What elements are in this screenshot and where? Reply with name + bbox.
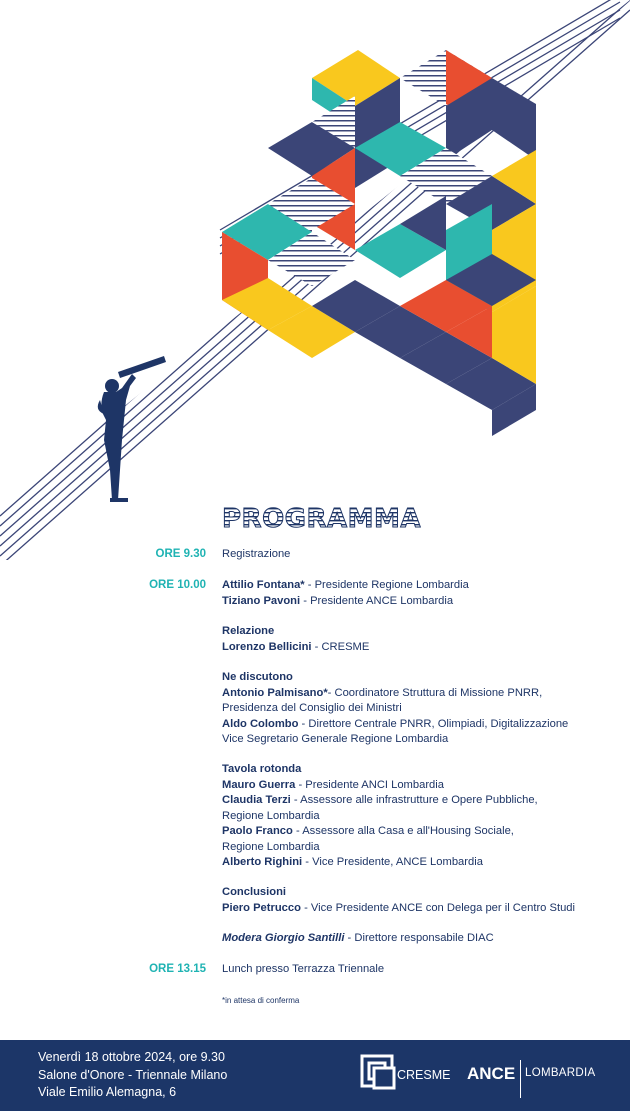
- program-text: Regione Lombardia: [222, 840, 320, 853]
- program-content: [222, 885, 622, 916]
- program-time: ORE 9.30: [155, 548, 206, 560]
- program-line: [222, 701, 622, 717]
- program-content: [222, 670, 622, 748]
- program-text: - Assessore alla Casa e all'Housing Sociale,: [292, 825, 514, 837]
- program-line: [222, 717, 622, 733]
- program-name: Relazione: [222, 625, 275, 637]
- program-line: [222, 624, 622, 640]
- program-text: Presidenza del Consiglio dei Ministri: [222, 702, 402, 714]
- program-name: Antonio Palmisano*: [222, 686, 328, 699]
- program-text: - Coordinatore Struttura di Missione PNRR,: [327, 686, 543, 699]
- event-date: Venerdì 18 ottobre 2024, ore 9.30: [38, 1050, 225, 1064]
- program-text: - Presidente ANCE Lombardia: [300, 594, 454, 607]
- ance-label: ANCE: [467, 1064, 516, 1083]
- program-content: [222, 762, 622, 871]
- cresme-label: CRESME: [397, 1068, 451, 1082]
- program-name: Tiziano Pavoni: [222, 594, 301, 607]
- program-line: [222, 762, 622, 778]
- program-text: - Presidente Regione Lombardia: [304, 579, 469, 591]
- program-line: [222, 594, 622, 610]
- program-line: [222, 547, 622, 563]
- program-content: [222, 578, 622, 609]
- program-text: - Direttore Centrale PNRR, Olimpiadi, Digitalizzazione: [298, 717, 569, 730]
- program-text: Regione Lombardia: [222, 809, 320, 822]
- program-text: - Presidente ANCI Lombardia: [295, 778, 444, 791]
- program-name: Piero Petrucco: [222, 901, 301, 914]
- program-text: Lunch presso Terrazza Triennale: [222, 963, 385, 975]
- program-text: Vice Segretario Generale Regione Lombardia: [222, 733, 449, 745]
- program-name: Attilio Fontana*: [222, 579, 305, 591]
- program-line: [222, 885, 622, 901]
- program-time: ORE 10.00: [149, 579, 206, 591]
- event-details: [38, 1049, 227, 1102]
- program-line: [222, 670, 622, 686]
- program-line: [222, 809, 622, 825]
- program-line: [222, 732, 622, 748]
- event-address: Viale Emilio Alemagna, 6: [38, 1085, 177, 1099]
- program-time: ORE 13.15: [149, 963, 206, 975]
- program-name: Alberto Righini: [222, 856, 303, 868]
- program-line: [222, 855, 622, 871]
- program-line: [222, 578, 622, 594]
- program-text: Registrazione: [222, 548, 291, 560]
- logo-divider: [520, 1060, 521, 1098]
- footer-bar: [0, 1040, 630, 1111]
- program-name: Ne discutono: [222, 671, 293, 683]
- program-name: Paolo Franco: [222, 825, 293, 837]
- program-name: Aldo Colombo: [222, 717, 299, 730]
- program-text: - Direttore responsabile DIAC: [344, 932, 494, 944]
- program-name: Tavola rotonda: [222, 763, 302, 775]
- program-line: [222, 793, 622, 809]
- program-line: [222, 962, 622, 978]
- program-line: [222, 778, 622, 794]
- program-content: [222, 931, 622, 947]
- event-venue: Salone d'Onore - Triennale Milano: [38, 1067, 228, 1082]
- program-line: [222, 824, 622, 840]
- program-text: - CRESME: [311, 640, 370, 653]
- lombardia-label: LOMBARDIA: [525, 1067, 596, 1079]
- program-line: [222, 686, 622, 702]
- program-name: Modera Giorgio Santilli: [222, 932, 345, 944]
- program-name: Conclusioni: [222, 886, 287, 898]
- program-content: [222, 624, 622, 655]
- programma-heading: [220, 500, 460, 534]
- program-text: - Assessore alle infrastrutture e Opere Pubbliche,: [290, 794, 538, 806]
- confirmation-note: *in attesa di conferma: [222, 996, 300, 1005]
- program-content: [222, 962, 622, 978]
- program-name: Claudia Terzi: [222, 794, 291, 806]
- program-line: [222, 931, 622, 947]
- program-name: Mauro Guerra: [222, 778, 296, 791]
- program-text: - Vice Presidente ANCE con Delega per il Centro Studi: [300, 901, 575, 914]
- program-line: [222, 901, 622, 917]
- program-line: [222, 640, 622, 656]
- program-text: - Vice Presidente, ANCE Lombardia: [302, 856, 483, 868]
- program-line: [222, 840, 622, 856]
- program-name: Lorenzo Bellicini: [222, 640, 312, 653]
- programma-title: PROGRAMMA: [222, 504, 422, 534]
- cresme-logo-icon: [360, 1054, 396, 1090]
- program-content: [222, 547, 622, 563]
